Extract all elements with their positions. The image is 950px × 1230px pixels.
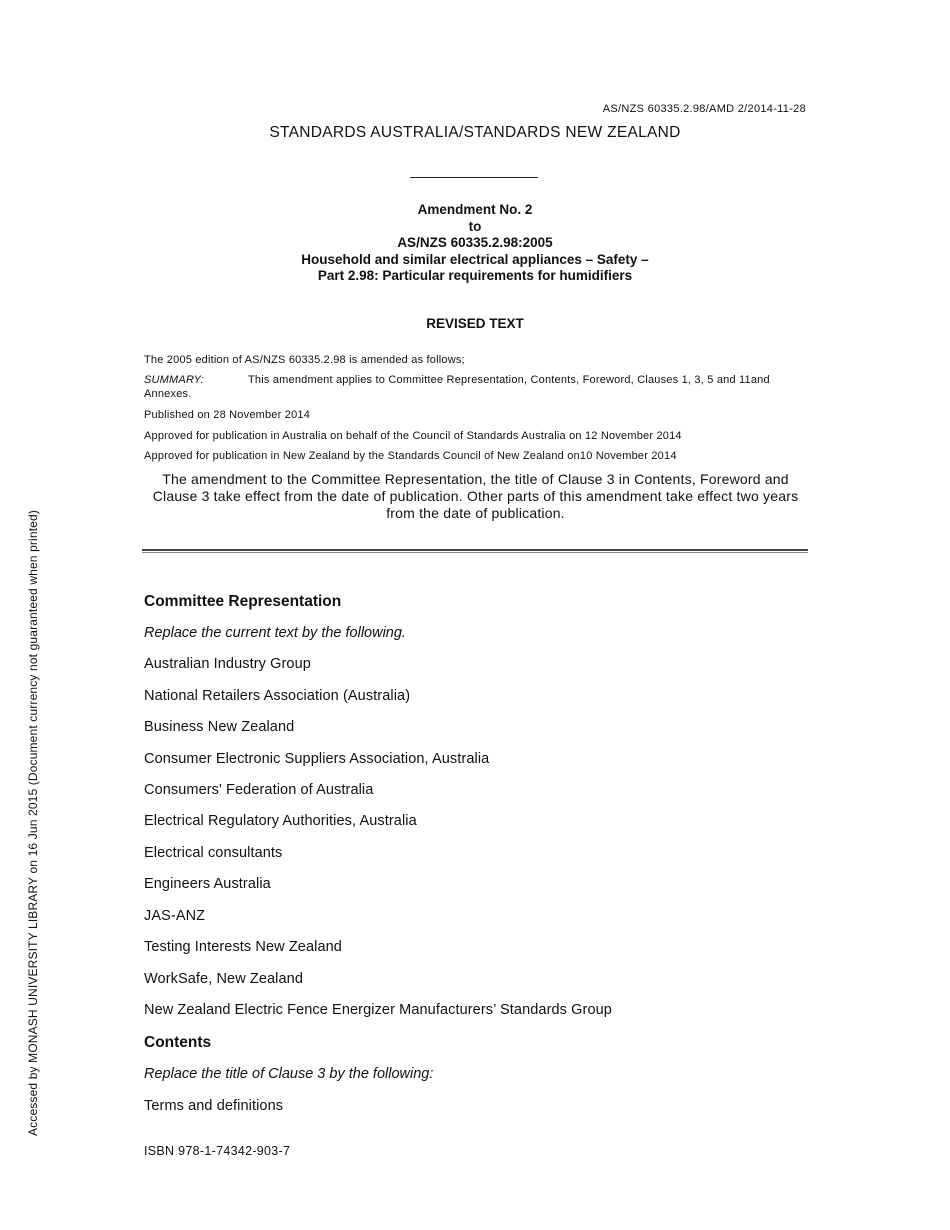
committee-member: National Retailers Association (Australia) [144, 688, 411, 704]
committee-member: WorkSafe, New Zealand [144, 971, 303, 987]
committee-member: Consumer Electronic Suppliers Association, Australia [144, 751, 490, 767]
summary [144, 373, 807, 401]
standard-title-line1: Household and similar electrical appliances – Safety – [301, 251, 649, 267]
revised-text-heading: REVISED TEXT [426, 316, 524, 331]
effect-statement: The amendment to the Committee Representation, the title of Clause 3 in Contents, Foreword and Clause 3 take effect from the date of publication. Other parts of this amendment take effect two years from the date of publication. [152, 471, 799, 521]
committee-member: New Zealand Electric Fence Energizer Manufacturers’ Standards Group [144, 1002, 612, 1018]
committee-member: Engineers Australia [144, 876, 271, 892]
committee-instruction: Replace the current text by the following. [144, 625, 406, 641]
committee-member: JAS-ANZ [144, 908, 206, 924]
contents-heading: Contents [144, 1034, 212, 1051]
committee-member: Electrical consultants [144, 845, 283, 861]
standard-number: AS/NZS 60335.2.98:2005 [397, 235, 553, 250]
committee-member: Australian Industry Group [144, 656, 311, 672]
amendment-number: Amendment No. 2 [417, 202, 533, 217]
contents-new-title: Terms and definitions [144, 1098, 284, 1114]
approval-australia: Approved for publication in Australia on behalf of the Council of Standards Australia on 12 November 2014 [144, 430, 682, 442]
isbn: ISBN 978-1-74342-903-7 [144, 1144, 291, 1158]
amended-statement: The 2005 edition of AS/NZS 60335.2.98 is amended as follows; [144, 354, 465, 366]
organization-heading: STANDARDS AUSTRALIA/STANDARDS NEW ZEALAND [269, 124, 681, 141]
committee-heading: Committee Representation [144, 593, 342, 610]
summary-text: This amendment applies to Committee Representation, Contents, Foreword, Clauses 1, 3, 5 and 11and Annexes. [144, 374, 770, 400]
committee-member: Testing Interests New Zealand [144, 939, 342, 955]
committee-member: Business New Zealand [144, 719, 295, 735]
document-reference: AS/NZS 60335.2.98/AMD 2/2014-11-28 [602, 103, 806, 115]
approval-new-zealand: Approved for publication in New Zealand by the Standards Council of New Zealand on10 November 2014 [144, 450, 677, 462]
section-divider [142, 549, 808, 553]
committee-member: Consumers' Federation of Australia [144, 782, 374, 798]
standard-title-line2: Part 2.98: Particular requirements for humidifiers [317, 268, 633, 283]
title-block [0, 202, 950, 285]
title-divider [410, 177, 538, 178]
summary-label: SUMMARY: [144, 374, 205, 386]
amendment-to: to [468, 218, 482, 234]
contents-instruction: Replace the title of Clause 3 by the following: [144, 1066, 434, 1082]
committee-member: Electrical Regulatory Authorities, Australia [144, 813, 417, 829]
access-notice: Accessed by MONASH UNIVERSITY LIBRARY on 16 Jun 2015 (Document currency not guaranteed when printed) [26, 510, 40, 1136]
published-date: Published on 28 November 2014 [144, 409, 311, 421]
